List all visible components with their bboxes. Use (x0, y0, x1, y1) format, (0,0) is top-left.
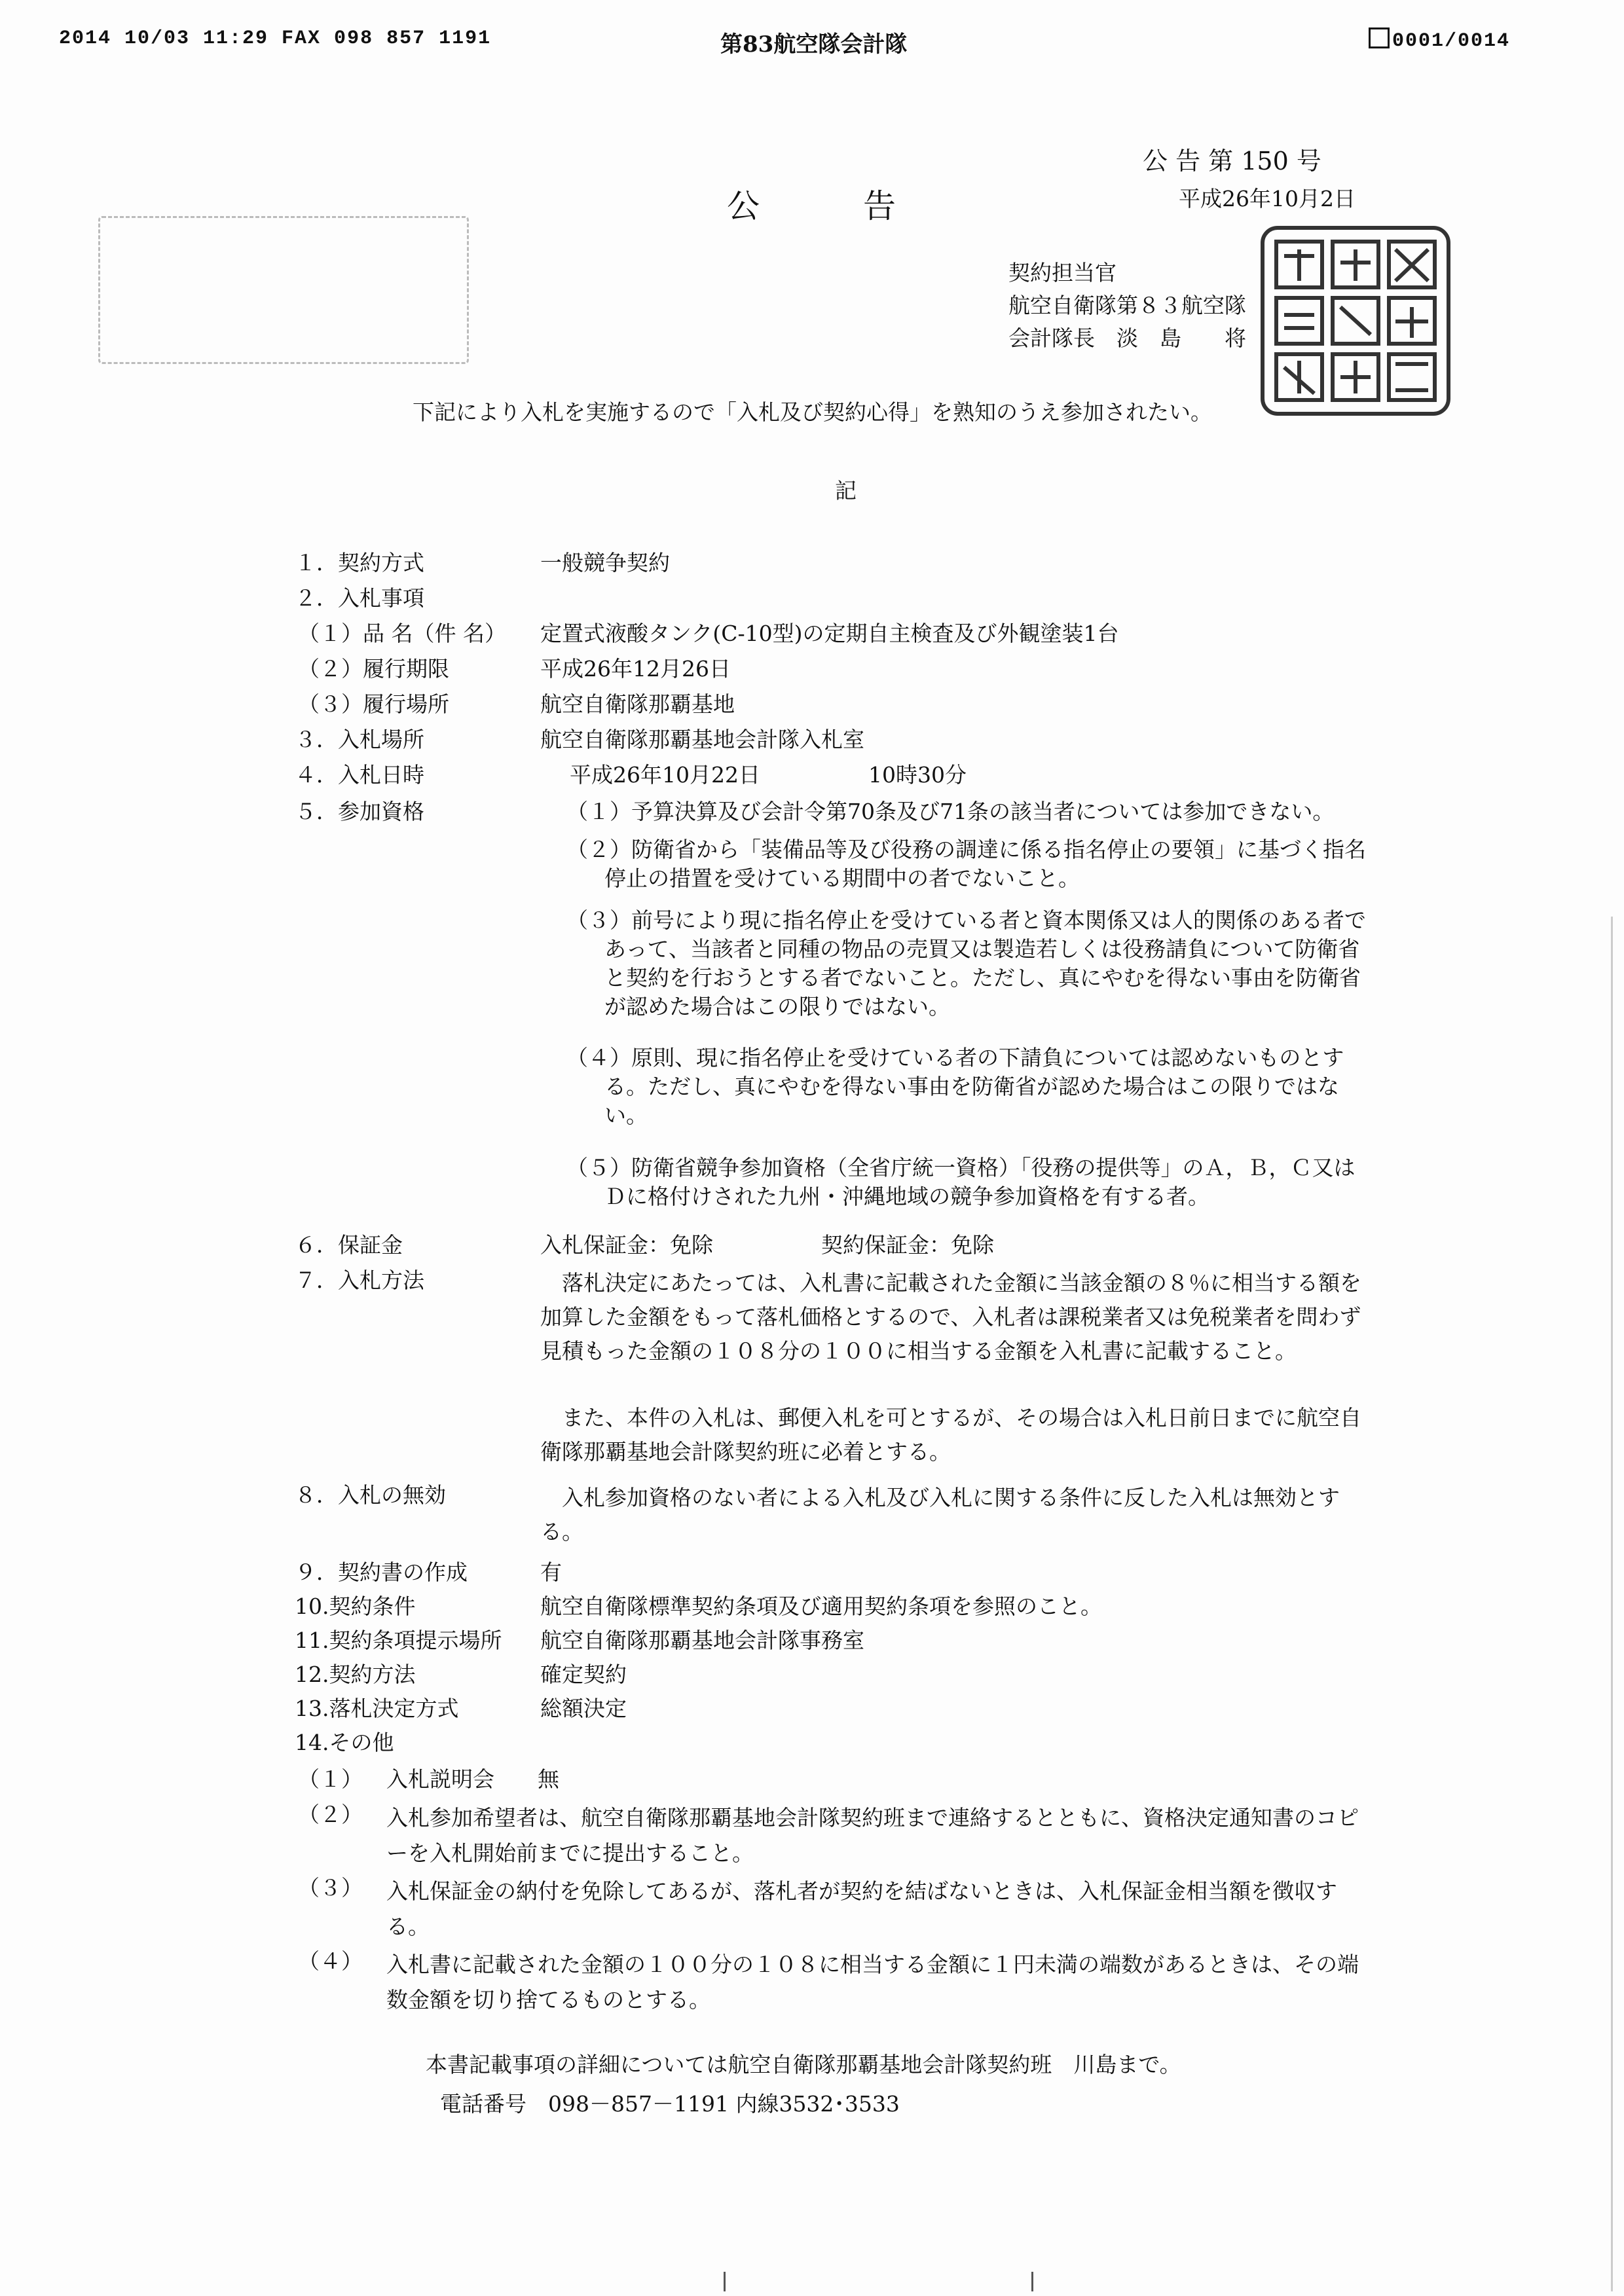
item-value: 平成26年10月22日 10時30分 (570, 762, 967, 788)
official-seal (1261, 226, 1450, 416)
issuer-name: 会計隊長 淡 島 将 (1008, 325, 1246, 351)
item-value: 入札参加資格のない者による入札及び入札に関する条件に反した入札は無効とする。 (540, 1485, 1340, 1544)
qualification-item: （２）防衛省から「装備品等及び役務の調達に係る指名停止の要領」に基づく指名停止の措置を受けている期間中の者でないこと。 (566, 837, 1366, 891)
fax-page-icon (1369, 27, 1390, 48)
page-title: 公 告 (727, 187, 897, 225)
item-value: 入札保証金：免除 契約保証金：免除 (540, 1232, 994, 1258)
item-label: ７．入札方法 (295, 1267, 424, 1293)
note-text: 入札書に記載された金額の１００分の１０８に相当する金額に１円未満の端数があるときは、その端数金額を切り捨てるものとする。 (386, 1952, 1359, 2013)
item-value: 航空自衛隊那覇基地 (540, 691, 735, 717)
bid-method-paragraph: また、本件の入札は、郵便入札を可とするが、その場合は入札日前日までに航空自衛隊那覇基地会計隊契約班に必着とする。 (540, 1405, 1361, 1465)
item-label: 10.契約条件 (295, 1594, 416, 1619)
item-label: ９．契約書の作成 (295, 1559, 468, 1585)
bid-method-paragraph: 落札決定にあたっては、入札書に記載された金額に当該金額の８％に相当する額を加算した金額をもって落札価格とするので、入札者は課税業者又は免税業者を問わず見積もった金額の１０８分の１００に相当する金額を入札書に記載すること。 (540, 1270, 1361, 1364)
item-value: 確定契約 (540, 1662, 627, 1687)
item-value: 有 (540, 1559, 562, 1585)
fax-sender: 第83航空隊会計隊 (720, 31, 908, 58)
footer-phone: 電話番号 098－857－1191 内線3532･3533 (440, 2091, 900, 2117)
scan-mark (724, 2272, 726, 2291)
item-value: 一般競争契約 (540, 550, 670, 575)
note-number: （３） (298, 1875, 363, 1901)
qualification-item: （３）前号により現に指名停止を受けている者と資本関係又は人的関係のある者であって、当該者と同種の物品の売買又は製造若しくは役務請負について防衛省と契約を行おうとする者でないこと。ただし、真にやむを得ない事由を防衛省が認めた場合はこの限りではない。 (566, 907, 1366, 1019)
item-value: 航空自衛隊標準契約条項及び適用契約条項を参照のこと。 (540, 1594, 1102, 1619)
item-value: 航空自衛隊那覇基地会計隊事務室 (540, 1628, 864, 1653)
fax-page-indicator (1369, 27, 1510, 52)
item-label: １．契約方式 (295, 550, 424, 575)
notice-date: 平成26年10月2日 (1179, 186, 1356, 211)
qualification-item: （４）原則、現に指名停止を受けている者の下請負については認めないものとする。ただし、真にやむを得ない事由を防衛省が認めた場合はこの限りではない。 (566, 1045, 1344, 1128)
item-value: 航空自衛隊那覇基地会計隊入札室 (540, 727, 864, 752)
item-label: 11.契約条項提示場所 (295, 1628, 502, 1653)
item-label: ３．入札場所 (295, 727, 424, 752)
scan-edge-line (1611, 917, 1613, 2291)
item-label: 14.その他 (295, 1730, 394, 1755)
fax-header-line: 2014 10/03 11:29 FAX 098 857 1191 (59, 27, 492, 50)
item-label: ２．入札事項 (295, 585, 424, 611)
footer-contact: 本書記載事項の詳細については航空自衛隊那覇基地会計隊契約班 川島まで。 (426, 2052, 1181, 2077)
qualification-item: （１）予算決算及び会計令第70条及び71条の該当者については参加できない。 (566, 799, 1335, 824)
scan-mark (1031, 2272, 1033, 2291)
item-label: （１）品 名（件 名） (298, 621, 506, 646)
item-label: 12.契約方法 (295, 1662, 416, 1687)
item-value: 総額決定 (540, 1696, 627, 1721)
fax-page-number: 0001/0014 (1392, 30, 1511, 52)
note-number: （４） (298, 1948, 363, 1974)
notice-number: 公 告 第 150 号 (1143, 147, 1321, 175)
item-label: ６．保証金 (295, 1232, 403, 1258)
item-value: 平成26年12月26日 (540, 656, 731, 682)
item-label: ８．入札の無効 (295, 1482, 446, 1508)
item-label: ４．入札日時 (295, 762, 424, 788)
intro-text: 下記により入札を実施するので「入札及び契約心得」を熟知のうえ参加されたい。 (413, 399, 1212, 425)
note-text: 入札参加希望者は、航空自衛隊那覇基地会計隊契約班まで連絡するとともに、資格決定通知書のコピーを入札開始前までに提出すること。 (386, 1805, 1359, 1866)
item-label: （２）履行期限 (298, 656, 449, 682)
ki-heading: 記 (835, 478, 857, 503)
note-text: 入札保証金の納付を免除してあるが、落札者が契約を結ばないときは、入札保証金相当額を徴収する。 (386, 1878, 1337, 1939)
item-label: （３）履行場所 (298, 691, 449, 717)
item-label: ５．参加資格 (295, 799, 424, 824)
seal-pattern-icon (1264, 230, 1447, 412)
issuer-role: 契約担当官 (1008, 260, 1116, 285)
received-stamp (98, 216, 469, 364)
issuer-org: 航空自衛隊第８３航空隊 (1008, 293, 1246, 318)
note-text: 入札説明会 無 (386, 1766, 559, 1792)
note-number: （２） (298, 1802, 363, 1827)
qualification-item: （５）防衛省競争参加資格（全省庁統一資格）「役務の提供等」のＡ，Ｂ，Ｃ又はＤに格付けされた九州・沖縄地域の競争参加資格を有する者。 (566, 1155, 1356, 1209)
item-label: 13.落札決定方式 (295, 1696, 459, 1721)
note-number: （１） (298, 1766, 363, 1792)
item-value: 定置式液酸タンク(C-10型)の定期自主検査及び外観塗装1台 (540, 621, 1119, 646)
